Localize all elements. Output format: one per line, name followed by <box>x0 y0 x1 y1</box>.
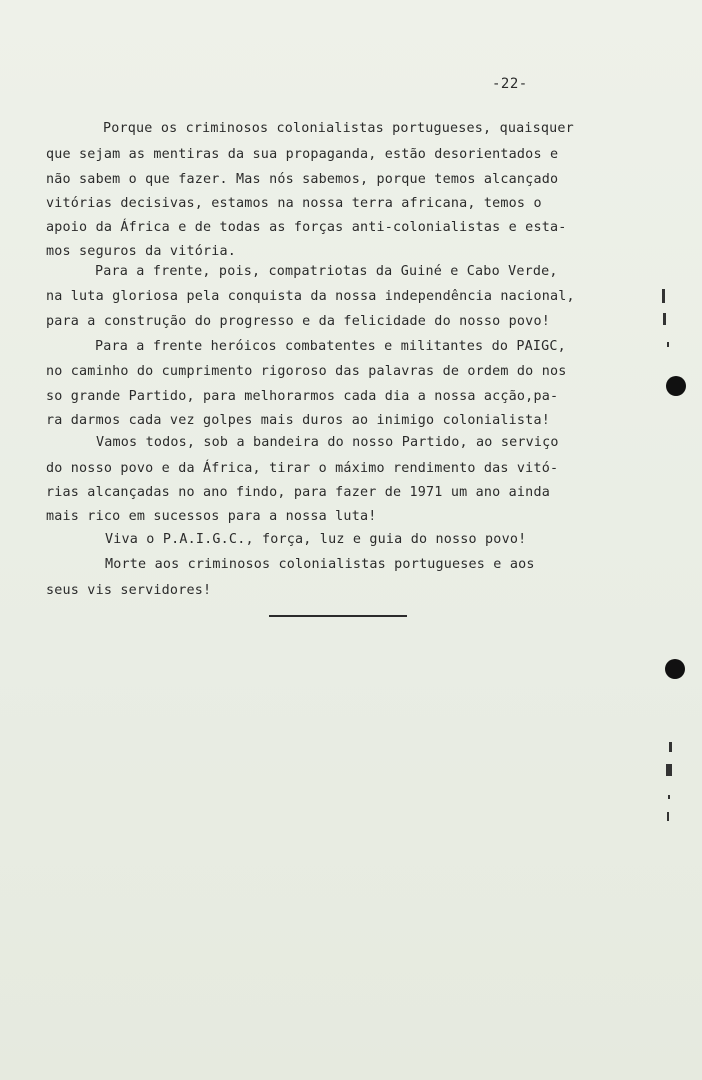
text-line: Para a frente, pois, compatriotas da Guiné e Cabo Verde, <box>95 264 558 279</box>
margin-speck <box>663 313 666 325</box>
text-line: Para a frente heróicos combatentes e militantes do PAIGC, <box>95 339 566 354</box>
text-line: na luta gloriosa pela conquista da nossa independência nacional, <box>46 289 575 304</box>
text-line: mais rico em sucessos para a nossa luta! <box>46 509 377 524</box>
text-line: apoio da África e de todas as forças anti-colonialistas e esta- <box>46 220 567 235</box>
text-line: Porque os criminosos colonialistas portugueses, quaisquer <box>103 121 574 136</box>
text-line: para a construção do progresso e da felicidade do nosso povo! <box>46 314 550 329</box>
text-line: so grande Partido, para melhorarmos cada dia a nossa acção,pa- <box>46 389 559 404</box>
margin-speck <box>666 764 672 776</box>
text-line: do nosso povo e da África, tirar o máximo rendimento das vitó- <box>46 461 559 476</box>
text-line: não sabem o que fazer. Mas nós sabemos, porque temos alcançado <box>46 172 559 187</box>
text-line: seus vis servidores! <box>46 583 212 598</box>
margin-speck <box>668 795 670 799</box>
margin-speck <box>662 289 665 303</box>
text-line: que sejam as mentiras da sua propaganda, estão desorientados e <box>46 147 559 162</box>
text-line: rias alcançadas no ano findo, para fazer de 1971 um ano ainda <box>46 485 550 500</box>
text-line: no caminho do cumprimento rigoroso das palavras de ordem do nos <box>46 364 567 379</box>
margin-speck <box>667 812 669 821</box>
text-line: Morte aos criminosos colonialistas portugueses e aos <box>105 557 535 572</box>
closing-rule <box>269 615 407 617</box>
text-line: mos seguros da vitória. <box>46 244 237 259</box>
page-number: -22- <box>492 76 528 92</box>
text-line: Vamos todos, sob a bandeira do nosso Partido, ao serviço <box>96 435 559 450</box>
punch-hole <box>665 659 685 679</box>
punch-hole <box>666 376 686 396</box>
text-line: vitórias decisivas, estamos na nossa terra africana, temos o <box>46 196 542 211</box>
text-line: Viva o P.A.I.G.C., força, luz e guia do nosso povo! <box>105 532 527 547</box>
text-line: ra darmos cada vez golpes mais duros ao inimigo colonialista! <box>46 413 550 428</box>
margin-speck <box>667 342 669 347</box>
margin-speck <box>669 742 672 752</box>
